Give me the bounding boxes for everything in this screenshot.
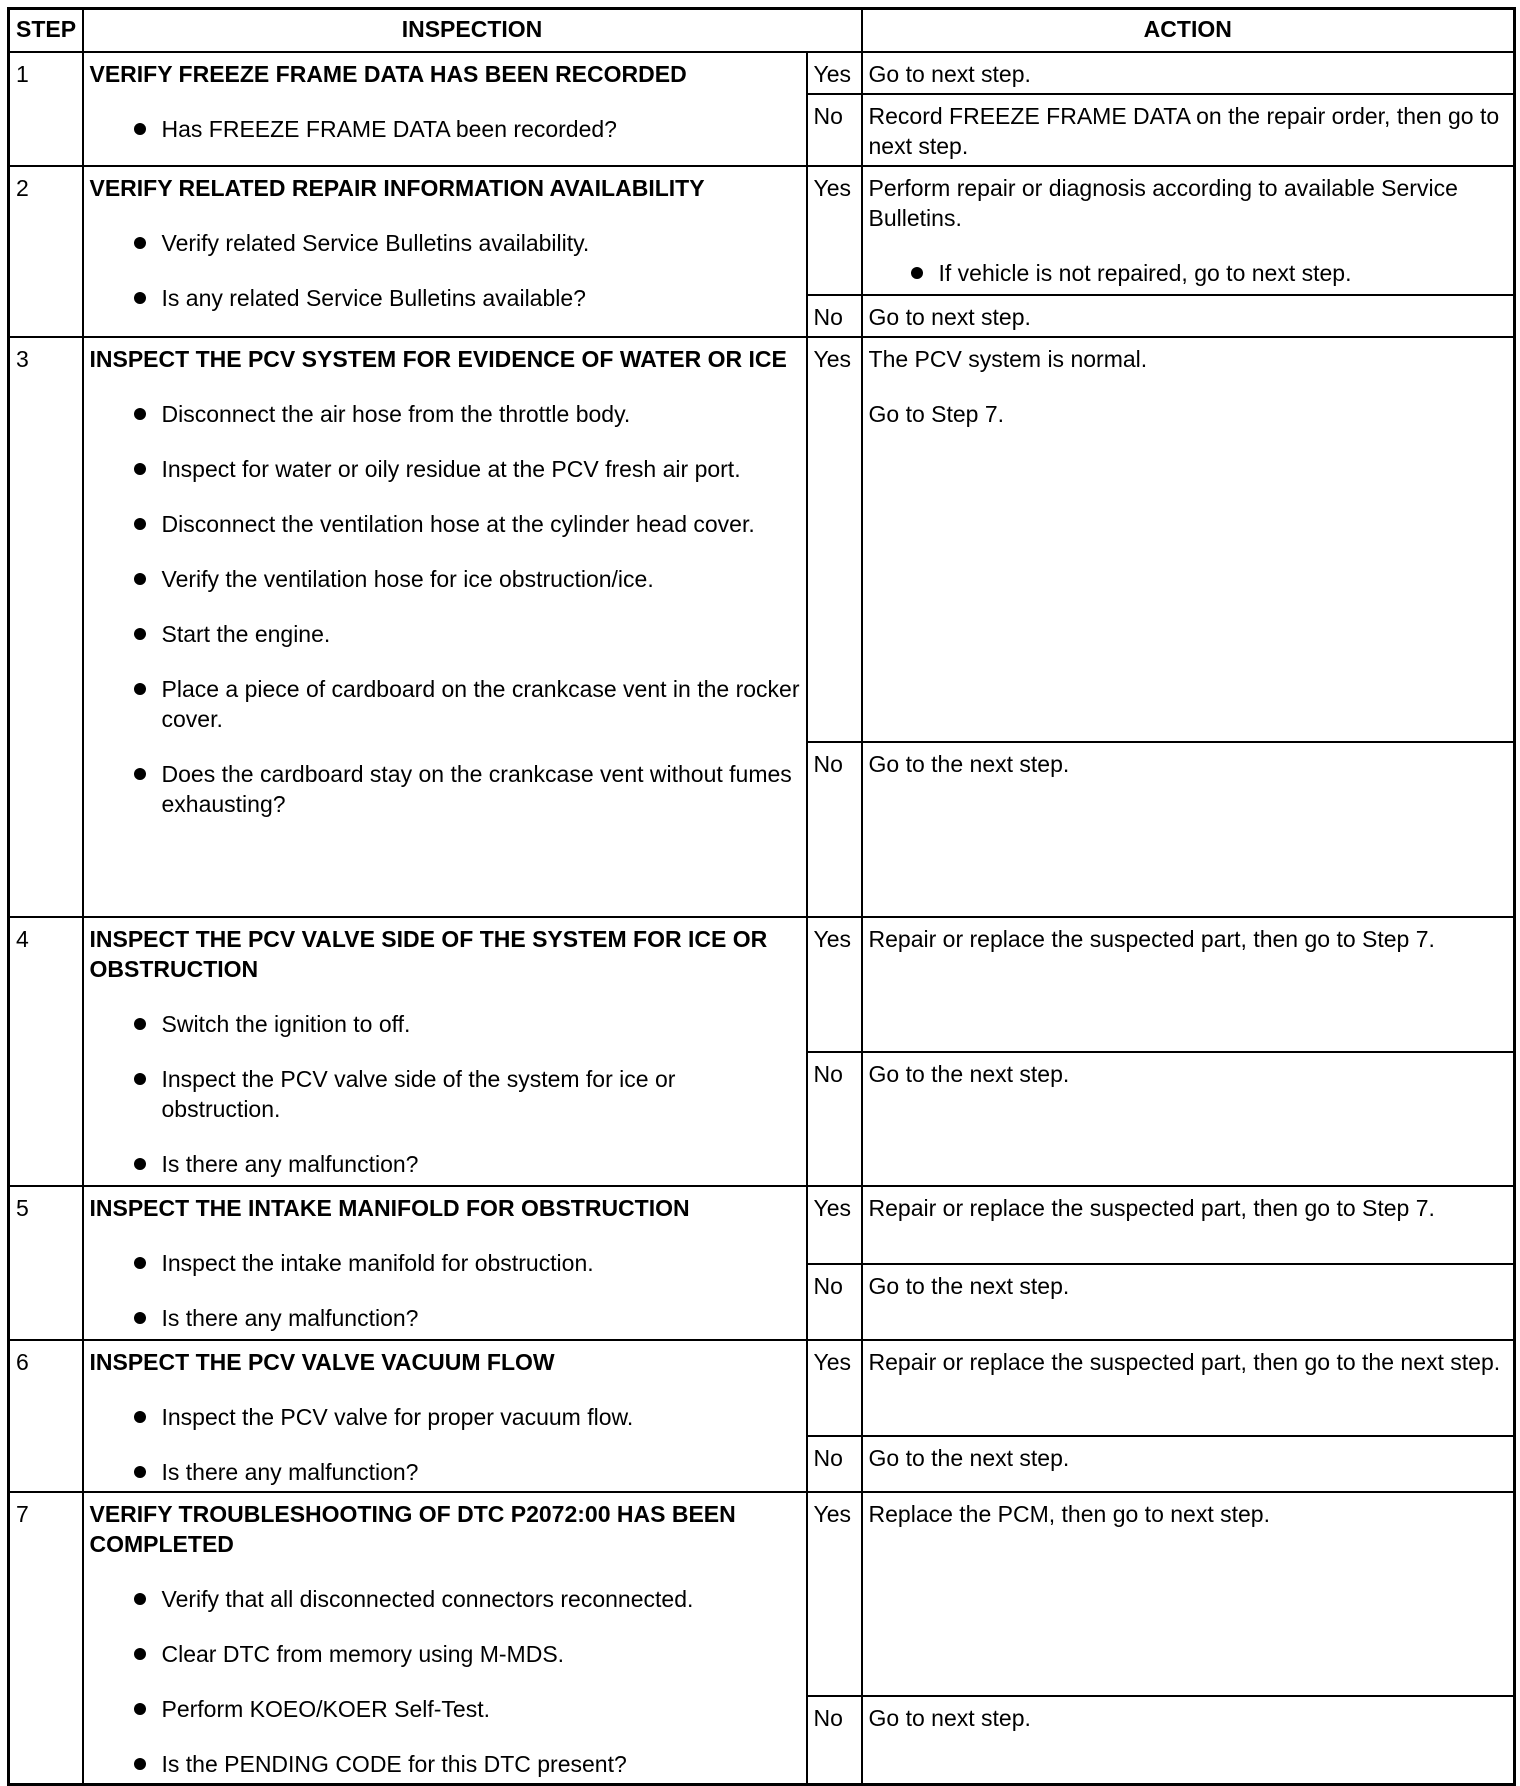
inspection-bullet: Is any related Service Bulletins available?: [130, 283, 800, 313]
step-6-yes-row: [9, 1340, 1515, 1436]
step-title: VERIFY TROUBLESHOOTING OF DTC P2072:00 HAS BEEN COMPLETED: [89, 1500, 736, 1557]
step-2-yes-row: [9, 166, 1515, 295]
diagnostic-table: [7, 7, 1516, 1786]
header-step: STEP: [9, 9, 83, 52]
yes-label: Yes: [807, 917, 862, 1052]
step-number: 3: [9, 337, 83, 917]
step-5-yes-row: [9, 1186, 1515, 1264]
step-inspection: [83, 1492, 807, 1785]
no-action: Go to the next step.: [862, 1436, 1515, 1492]
inspection-bullet: Inspect the PCV valve side of the system for ice or obstruction.: [130, 1064, 800, 1124]
step-number: 5: [9, 1186, 83, 1340]
inspection-bullet: Inspect the PCV valve for proper vacuum flow.: [130, 1402, 800, 1432]
inspection-bullet: Place a piece of cardboard on the crankcase vent in the rocker cover.: [130, 674, 800, 734]
no-label: No: [807, 1696, 862, 1784]
inspection-bullet: Is there any malfunction?: [130, 1303, 800, 1333]
inspection-bullet: Has FREEZE FRAME DATA been recorded?: [130, 114, 800, 144]
yes-action-text-2: Go to Step 7.: [868, 400, 1005, 427]
step-7-yes-row: [9, 1492, 1515, 1696]
no-action: Go to the next step.: [862, 742, 1515, 917]
inspection-bullet: Disconnect the air hose from the throttle body.: [130, 399, 800, 429]
step-4-yes-row: [9, 917, 1515, 1052]
yes-label: Yes: [807, 1186, 862, 1264]
yes-action: Repair or replace the suspected part, then go to Step 7.: [862, 917, 1515, 1052]
yes-action: [862, 337, 1515, 742]
step-title: INSPECT THE PCV SYSTEM FOR EVIDENCE OF WATER OR ICE: [89, 345, 787, 372]
no-action: Go to next step.: [862, 295, 1515, 337]
step-number: 4: [9, 917, 83, 1186]
yes-label: Yes: [807, 166, 862, 295]
step-inspection: [83, 1186, 807, 1340]
step-title: INSPECT THE PCV VALVE VACUUM FLOW: [89, 1348, 555, 1375]
yes-label: Yes: [807, 1492, 862, 1696]
yes-action-text: The PCV system is normal.: [868, 345, 1148, 372]
yes-action: [862, 166, 1515, 295]
no-label: No: [807, 94, 862, 166]
step-title: VERIFY FREEZE FRAME DATA HAS BEEN RECORDED: [89, 60, 687, 87]
inspection-bullet: Inspect for water or oily residue at the PCV fresh air port.: [130, 454, 800, 484]
inspection-bullet: Verify related Service Bulletins availability.: [130, 228, 800, 258]
yes-action-text: Perform repair or diagnosis according to available Service Bulletins.: [868, 174, 1458, 231]
no-label: No: [807, 295, 862, 337]
no-label: No: [807, 742, 862, 917]
inspection-bullet: Is there any malfunction?: [130, 1149, 800, 1179]
step-number: 2: [9, 166, 83, 337]
no-label: No: [807, 1052, 862, 1186]
inspection-bullet: Is there any malfunction?: [130, 1457, 800, 1487]
header-action: ACTION: [862, 9, 1515, 52]
inspection-bullet: Is the PENDING CODE for this DTC present?: [130, 1749, 800, 1779]
inspection-bullet: Does the cardboard stay on the crankcase vent without fumes exhausting?: [130, 759, 800, 819]
header-row: [9, 9, 1515, 52]
yes-action: Replace the PCM, then go to next step.: [862, 1492, 1515, 1696]
no-action: Go to next step.: [862, 1696, 1515, 1784]
yes-action: Repair or replace the suspected part, then go to the next step.: [862, 1340, 1515, 1436]
inspection-bullet: Verify the ventilation hose for ice obstruction/ice.: [130, 564, 800, 594]
inspection-bullet: Start the engine.: [130, 619, 800, 649]
no-action: Go to the next step.: [862, 1264, 1515, 1340]
step-title: VERIFY RELATED REPAIR INFORMATION AVAILABILITY: [89, 174, 705, 201]
no-action: Go to the next step.: [862, 1052, 1515, 1186]
yes-label: Yes: [807, 52, 862, 94]
header-inspection: INSPECTION: [83, 9, 862, 52]
no-label: No: [807, 1264, 862, 1340]
no-action: Record FREEZE FRAME DATA on the repair order, then go to next step.: [862, 94, 1515, 166]
yes-label: Yes: [807, 1340, 862, 1436]
yes-action: Repair or replace the suspected part, then go to Step 7.: [862, 1186, 1515, 1264]
inspection-bullet: Verify that all disconnected connectors reconnected.: [130, 1584, 800, 1614]
step-inspection: [83, 52, 807, 166]
step-3-yes-row: [9, 337, 1515, 742]
inspection-bullet: Disconnect the ventilation hose at the cylinder head cover.: [130, 509, 800, 539]
step-inspection: [83, 1340, 807, 1492]
inspection-bullet: Perform KOEO/KOER Self-Test.: [130, 1694, 800, 1724]
step-title: INSPECT THE INTAKE MANIFOLD FOR OBSTRUCTION: [89, 1194, 690, 1221]
yes-action: Go to next step.: [862, 52, 1515, 94]
action-bullet: If vehicle is not repaired, go to next step.: [907, 258, 1508, 288]
inspection-bullet: Switch the ignition to off.: [130, 1009, 800, 1039]
step-inspection: [83, 917, 807, 1186]
step-number: 1: [9, 52, 83, 166]
step-1-yes-row: [9, 52, 1515, 94]
step-number: 6: [9, 1340, 83, 1492]
yes-label: Yes: [807, 337, 862, 742]
inspection-bullet: Clear DTC from memory using M-MDS.: [130, 1639, 800, 1669]
step-title: INSPECT THE PCV VALVE SIDE OF THE SYSTEM FOR ICE OR OBSTRUCTION: [89, 925, 768, 982]
inspection-bullet: Inspect the intake manifold for obstruction.: [130, 1248, 800, 1278]
step-inspection: [83, 337, 807, 917]
no-label: No: [807, 1436, 862, 1492]
step-number: 7: [9, 1492, 83, 1785]
step-inspection: [83, 166, 807, 337]
